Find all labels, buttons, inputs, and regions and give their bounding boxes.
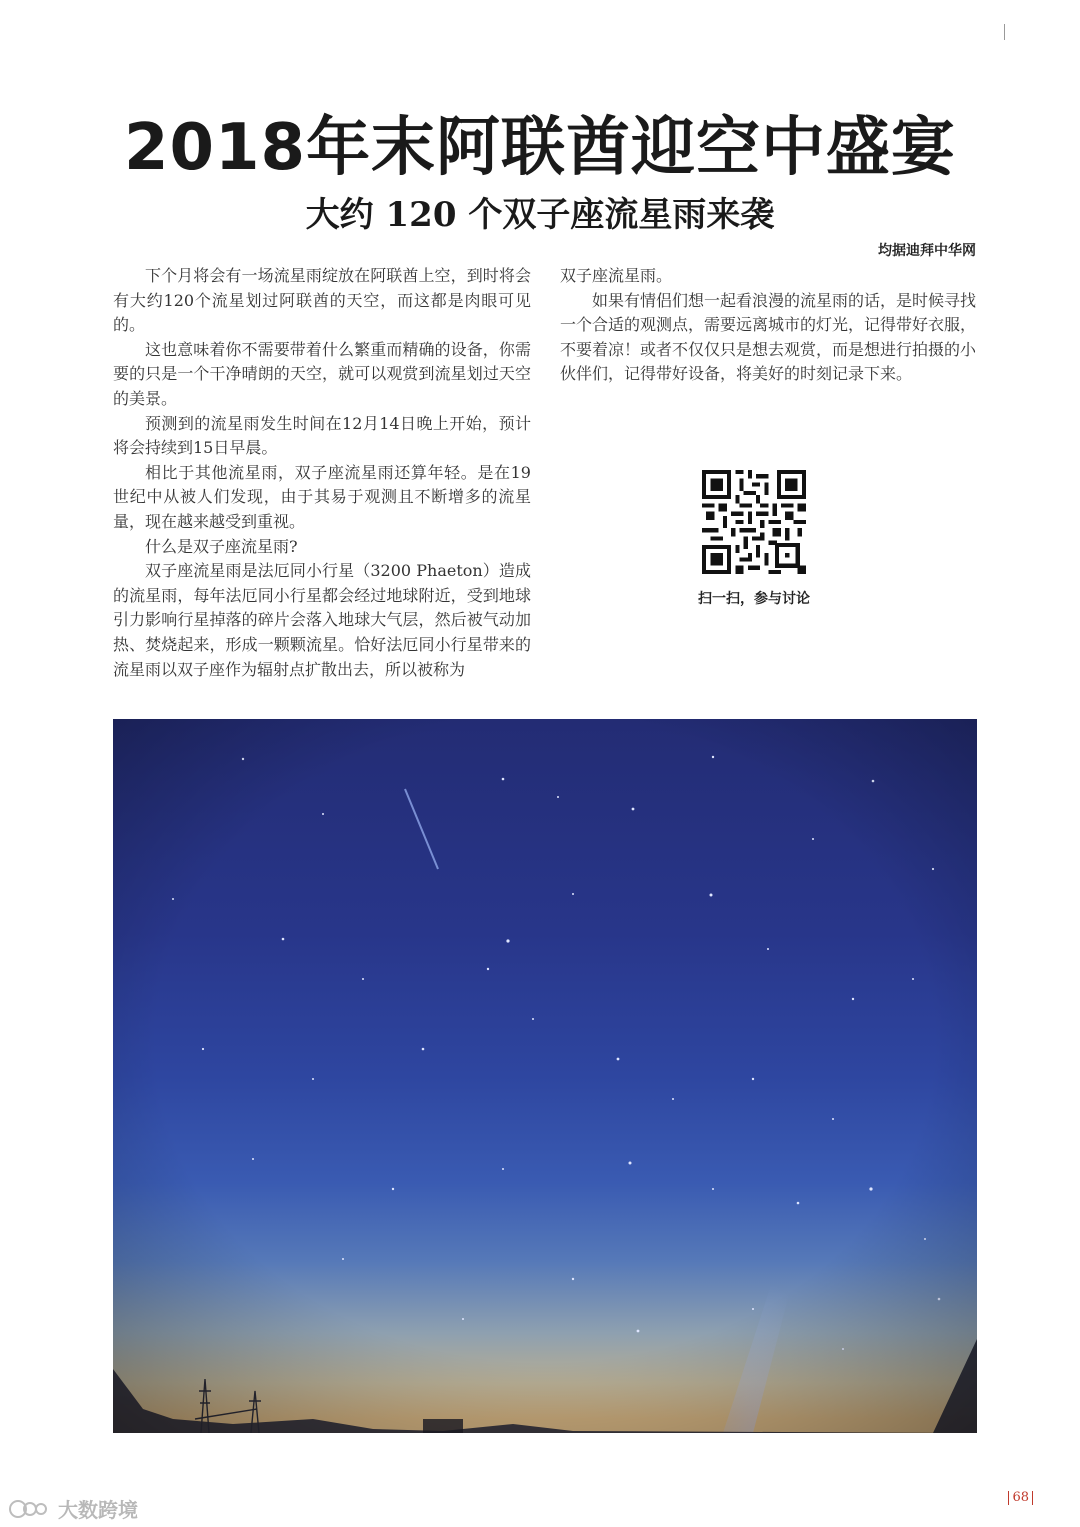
watermark [8, 1494, 138, 1523]
article-left-column [113, 264, 531, 682]
article-paragraph: 这也意味着你不需要带着什么繁重而精确的设备，你需要的只是一个干净晴朗的天空，就可以观赏到流星划过天空的美景。 [113, 339, 531, 408]
page-title: 2018年末阿联酋迎空中盛宴 [123, 111, 957, 185]
qr-code-icon [702, 470, 806, 574]
article-paragraph: 双子座流星雨是法厄同小行星（3200 Phaeton）造成的流星雨，每年法厄同小行星都会经过地球附近，受到地球引力影响行星掉落的碎片会落入地球大气层，然后被气动加热、焚烧起来，形成一颗颗流星。恰好法厄同小行星带来的流星雨以双子座作为辐射点扩散出去，所以被称为 [113, 561, 531, 679]
watermark-text: 大数跨境 [58, 1498, 138, 1522]
article-paragraph: 相比于其他流星雨，双子座流星雨还算年轻。是在19世纪中从被人们发现，由于其易于观测且不断增多的流星量，现在越来越受到重视。 [113, 462, 531, 531]
article-right-column [560, 264, 976, 387]
qr-caption: 扫一扫，参与讨论 [698, 591, 810, 607]
page-subtitle: 大约 120 个双子座流星雨来袭 [305, 195, 775, 235]
article-paragraph: 下个月将会有一场流星雨绽放在阿联酋上空，到时将会有大约120个流星划过阿联酋的天空，而这都是肉眼可见的。 [113, 266, 531, 335]
night-sky-meteor-photo [113, 719, 977, 1433]
page-number: 68 [1005, 1490, 1036, 1505]
article-paragraph: 如果有情侣们想一起看浪漫的流星雨的话，是时候寻找一个合适的观测点，需要远离城市的灯光，记得带好衣服，不要着凉！或者不仅仅只是想去观赏，而是想进行拍摄的小伙伴们，记得带好设备，将美好的时刻记录下来。 [560, 290, 977, 384]
article-subheading: 什么是双子座流星雨? [145, 536, 298, 556]
page-corner-mark [1004, 24, 1005, 40]
logo-icon [8, 1498, 52, 1520]
article-continuation: 双子座流星雨。 [560, 266, 673, 285]
article-paragraph: 预测到的流星雨发生时间在12月14日晚上开始，预计将会持续到15日早晨。 [113, 413, 531, 458]
article-source: 均据迪拜中华网 [878, 243, 976, 259]
